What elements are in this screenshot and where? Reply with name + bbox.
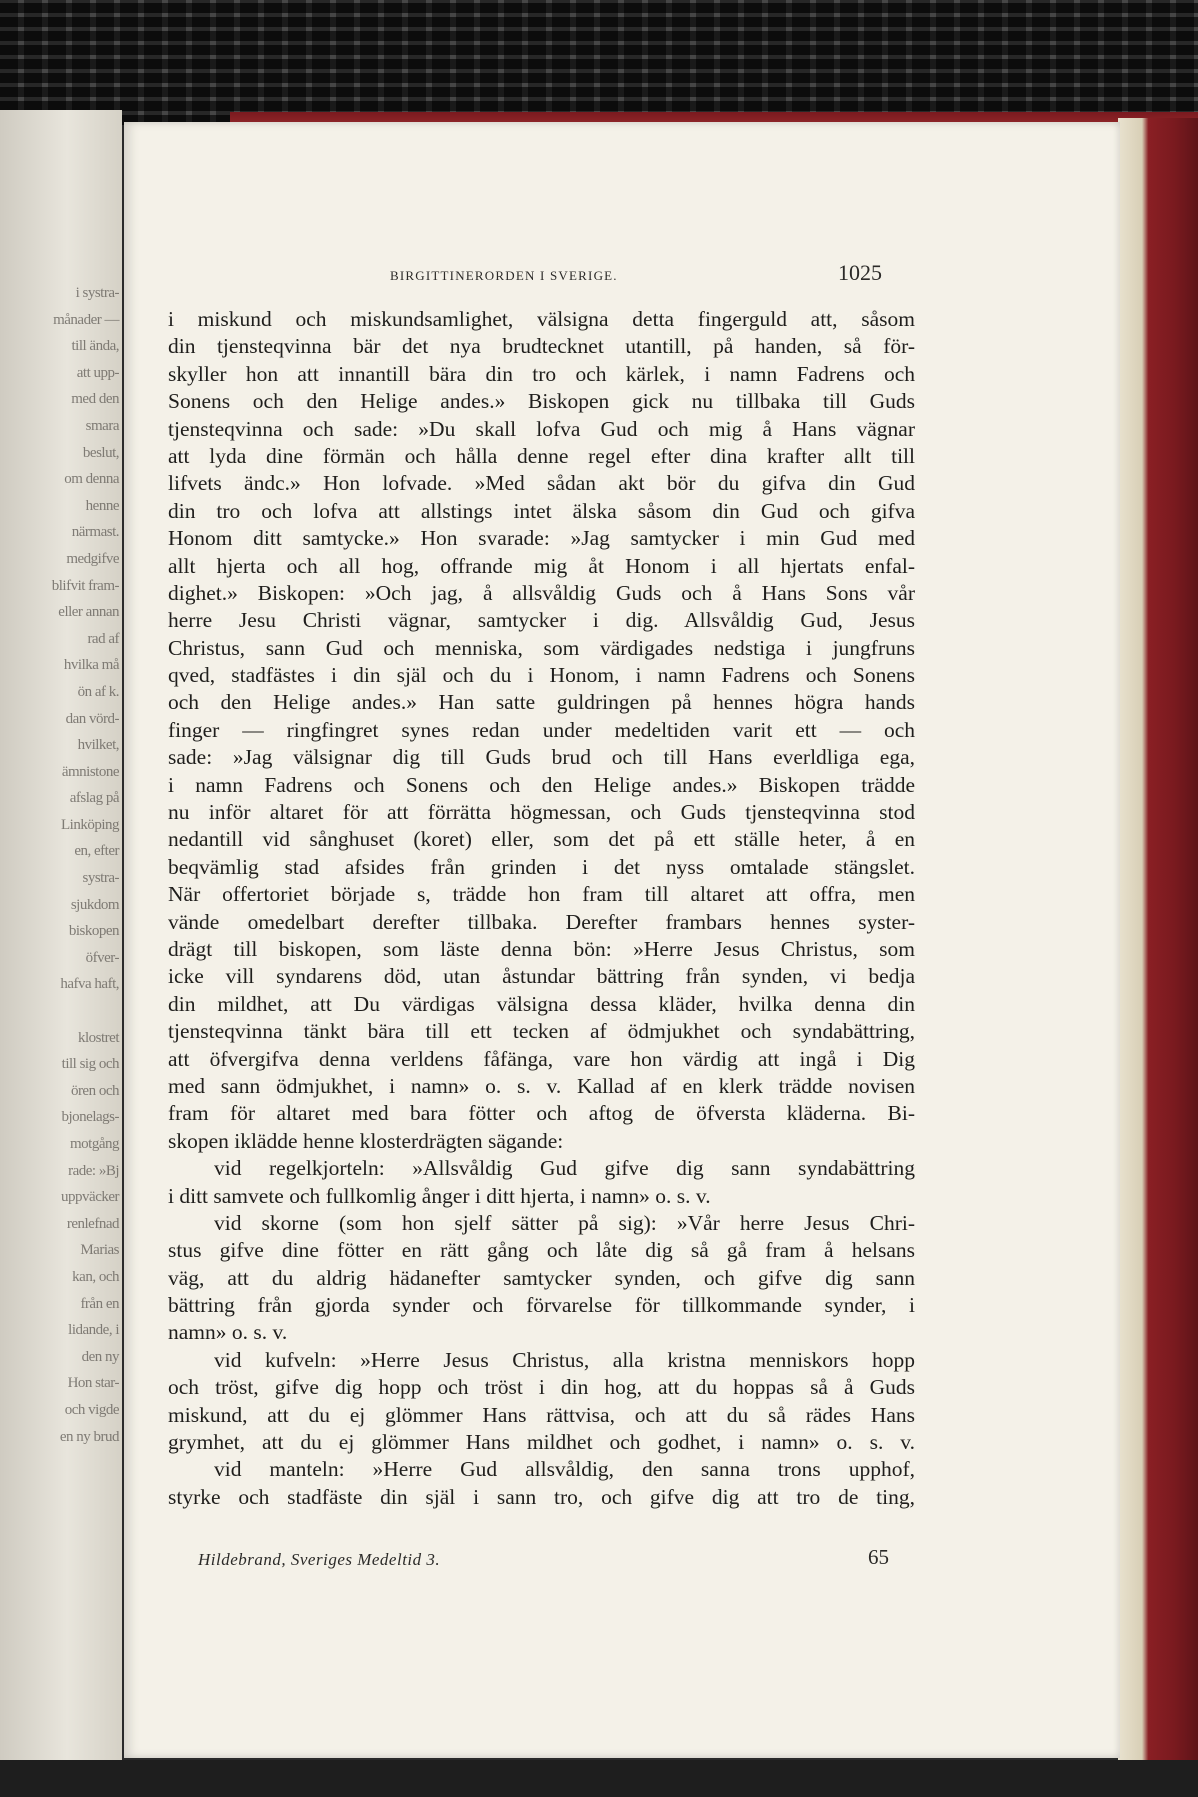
- left-page-fragment: lidande, i: [68, 1322, 119, 1339]
- left-page-fragment: bjonelags-: [61, 1109, 119, 1126]
- text-line: styrke och stadfäste din själ i sann tro, och gifve dig att tro de ting,: [168, 1484, 915, 1509]
- text-line: och tröst, gifve dig hopp och tröst i din hog, att du hoppas så å Guds: [168, 1375, 915, 1400]
- text-line: sade: »Jag välsignar dig till Guds brud och till Hans everldliga ega,: [168, 745, 915, 770]
- text-line: fram för altaret med bara fötter och aftog de öfversta kläderna. Bi-: [168, 1101, 915, 1126]
- text-line: i ditt samvete och fullkomlig ånger i ditt hjerta, i namn» o. s. v.: [168, 1183, 711, 1208]
- text-line: vid skorne (som hon sjelf sätter på sig): »Vår herre Jesus Chri-: [214, 1210, 915, 1235]
- left-page-fragment: henne: [85, 497, 119, 514]
- left-page-fragment: afslag på: [69, 790, 119, 807]
- text-line: med sann ödmjukhet, i namn» o. s. v. Kallad af en klerk trädde novisen: [168, 1073, 915, 1098]
- left-page-fragment: att upp-: [76, 364, 119, 381]
- text-line: i namn Fadrens och Sonens och den Helige andes.» Biskopen trädde: [168, 772, 915, 797]
- text-line: din tro och lofva att allstings intet älska såsom din Gud och gifva: [168, 498, 915, 523]
- page-number: 1025: [838, 260, 882, 285]
- scanner-bed-bottom: [0, 1760, 1198, 1797]
- left-page-fragment: medgifve: [66, 550, 119, 567]
- text-line: vid regelkjorteln: »Allsvåldig Gud gifve dig sann syndabättring: [214, 1156, 915, 1181]
- text-line: nu inför altaret för att förrätta högmessan, och Guds tjensteqvinna stod: [168, 800, 915, 825]
- left-page-fragment: och vigde: [64, 1401, 119, 1418]
- left-page-fragment: systra-: [82, 870, 119, 887]
- left-page-fragment: [0, 998, 122, 1025]
- left-page-fragment: den ny: [81, 1348, 119, 1365]
- left-page-fragment: smara: [85, 417, 119, 434]
- footer-sheet-number: 65: [868, 1545, 889, 1569]
- left-page-fragment: renlefnad: [66, 1215, 119, 1232]
- text-line: finger — ringfingret synes redan under medeltiden varit ett — och: [168, 717, 915, 742]
- text-line: tjensteqvinna och sade: »Du skall lofva Gud och mig å Hans vägnar: [168, 416, 915, 441]
- text-line: herre Jesu Christi vägnar, samtycker i dig. Allsvåldig Gud, Jesus: [168, 608, 915, 633]
- left-page-fragment: från en: [80, 1295, 119, 1312]
- text-line: vid kufveln: »Herre Jesus Christus, alla kristna menniskors hopp: [214, 1347, 915, 1372]
- text-line: icke vill syndarens död, utan åstundar bättring från synden, vi bedja: [168, 964, 915, 989]
- text-line: skopen iklädde henne klosterdrägten sägande:: [168, 1128, 564, 1153]
- body-text: [168, 306, 915, 1511]
- text-line: nedantill vid sånghuset (koret) eller, som det på ett ställe heter, å en: [168, 827, 915, 852]
- left-page-fragment: hvilket,: [77, 737, 119, 754]
- left-page-fragment: rad af: [87, 630, 119, 647]
- text-line: miskund, att du ej glömmer Hans rättvisa, och att du så rädes Hans: [168, 1402, 915, 1427]
- left-page-fragment: hafva haft,: [60, 976, 119, 993]
- left-page-fragment: ämnistone: [61, 763, 119, 780]
- left-page-fragment: hvilka må: [63, 657, 119, 674]
- left-page-fragment: månader —: [53, 311, 119, 328]
- text-line: namn» o. s. v.: [168, 1320, 288, 1345]
- left-page-fragment: motgång: [70, 1136, 119, 1152]
- text-line: beqvämlig stad afsides från grinden i det nyss omtalade stängslet.: [168, 854, 915, 879]
- left-page-fragment: eller annan: [58, 604, 119, 621]
- left-page-fragment: om denna: [64, 471, 119, 488]
- text-line: och den Helige andes.» Han satte guldringen på hennes högra hands: [168, 690, 915, 715]
- left-page-fragment: en ny brud: [59, 1428, 119, 1445]
- text-line: När offertoriet började s, trädde hon fram till altaret att offra, men: [168, 882, 915, 907]
- text-line: drägt till biskopen, som läste denna bön: »Herre Jesus Christus, som: [168, 936, 915, 961]
- text-line: Honom ditt samtycke.» Hon svarade: »Jag samtycker i min Gud med: [168, 526, 915, 551]
- left-page-fragment: klostret: [78, 1029, 119, 1046]
- text-line: tjensteqvinna tänkt bära till ett tecken af ödmjukhet och syndabättring,: [168, 1019, 915, 1044]
- text-line: vände omedelbart derefter tillbaka. Derefter frambars hennes syster-: [168, 909, 915, 934]
- left-page-fragment: till ända,: [71, 338, 119, 355]
- text-line: stus gifve dine fötter en rätt gång och låte dig så gå fram å helsans: [168, 1238, 915, 1263]
- text-line: lifvets ändc.» Hon lofvade. »Med sådan akt bör du gifva din Gud: [168, 471, 915, 496]
- left-page-fragment: närmast.: [71, 524, 119, 541]
- text-line: allt hjerta och all hog, offrande mig åt Honom i all hjertats enfal-: [168, 553, 915, 578]
- text-line: bättring från gjorda synder och förvarelse för tillkommande synder, i: [168, 1293, 915, 1318]
- left-page-fragment: uppväcker: [61, 1189, 119, 1206]
- text-line: skyller hon att innantill bära din tro och kärlek, i namn Fadrens och: [168, 361, 915, 386]
- text-line: din tjensteqvinna bär det nya brudtecknet utantill, på handen, så för-: [168, 334, 915, 359]
- text-line: vid manteln: »Herre Gud allsvåldig, den sanna trons upphof,: [214, 1457, 915, 1482]
- book-cover-right-edge: [1118, 118, 1198, 1763]
- left-page-text-fragments: [0, 280, 122, 1450]
- running-head: BIRGITTINERORDEN I SVERIGE.: [390, 268, 618, 283]
- text-line: din mildhet, att Du värdigas välsigna dessa kläder, hvilka denna din: [168, 991, 915, 1016]
- footer-signature: Hildebrand, Sveriges Medeltid 3.: [198, 1550, 441, 1569]
- left-page-fragment: blifvit fram-: [51, 577, 119, 594]
- text-line: i miskund och miskundsamlighet, välsigna detta fingerguld att, såsom: [168, 307, 915, 331]
- text-line: Sonens och den Helige andes.» Biskopen gick nu tillbaka till Guds: [168, 389, 915, 414]
- text-line: qved, stadfästes i din själ och du i Honom, i namn Fadrens och Sonens: [168, 663, 915, 688]
- left-facing-page: [0, 110, 122, 1780]
- text-line: väg, att du aldrig hädanefter samtycker synden, och gifve dig sann: [168, 1265, 915, 1290]
- scanner-bed-top: [0, 0, 1198, 125]
- left-page-fragment: till sig och: [61, 1056, 119, 1073]
- left-page-fragment: biskopen: [68, 923, 119, 940]
- left-page-fragment: Marias: [80, 1242, 119, 1259]
- left-page-fragment: ön af k.: [77, 683, 119, 700]
- left-page-fragment: med den: [71, 391, 119, 408]
- left-page-fragment: rade: »Bj: [68, 1162, 119, 1179]
- text-line: grymhet, att du ej glömmer Hans mildhet och godhet, i namn» o. s. v.: [168, 1430, 915, 1455]
- left-page-fragment: Linköping: [61, 816, 119, 833]
- left-page-fragment: i systra-: [75, 285, 119, 301]
- left-page-fragment: en, efter: [74, 843, 119, 860]
- left-page-fragment: Hon star-: [67, 1375, 119, 1392]
- text-line: att öfvergifva denna verldens fåfänga, vare hon värdig att ingå i Dig: [168, 1046, 915, 1071]
- left-page-fragment: kan, och: [72, 1268, 119, 1285]
- left-page-fragment: dan vörd-: [65, 710, 119, 727]
- text-line: Christus, sann Gud och menniska, som värdigades nedstiga i jungfruns: [168, 635, 915, 660]
- text-line: dighet.» Biskopen: »Och jag, å allsvåldig Guds och å Hans Sons vår: [168, 580, 915, 605]
- left-page-fragment: beslut,: [82, 444, 119, 461]
- left-page-fragment: sjukdom: [70, 896, 119, 913]
- text-line: att lyda dine förmän och hålla denne regel efter dina krafter allt till: [168, 443, 915, 468]
- left-page-fragment: ören och: [70, 1082, 119, 1099]
- left-page-fragment: öfver-: [85, 949, 119, 966]
